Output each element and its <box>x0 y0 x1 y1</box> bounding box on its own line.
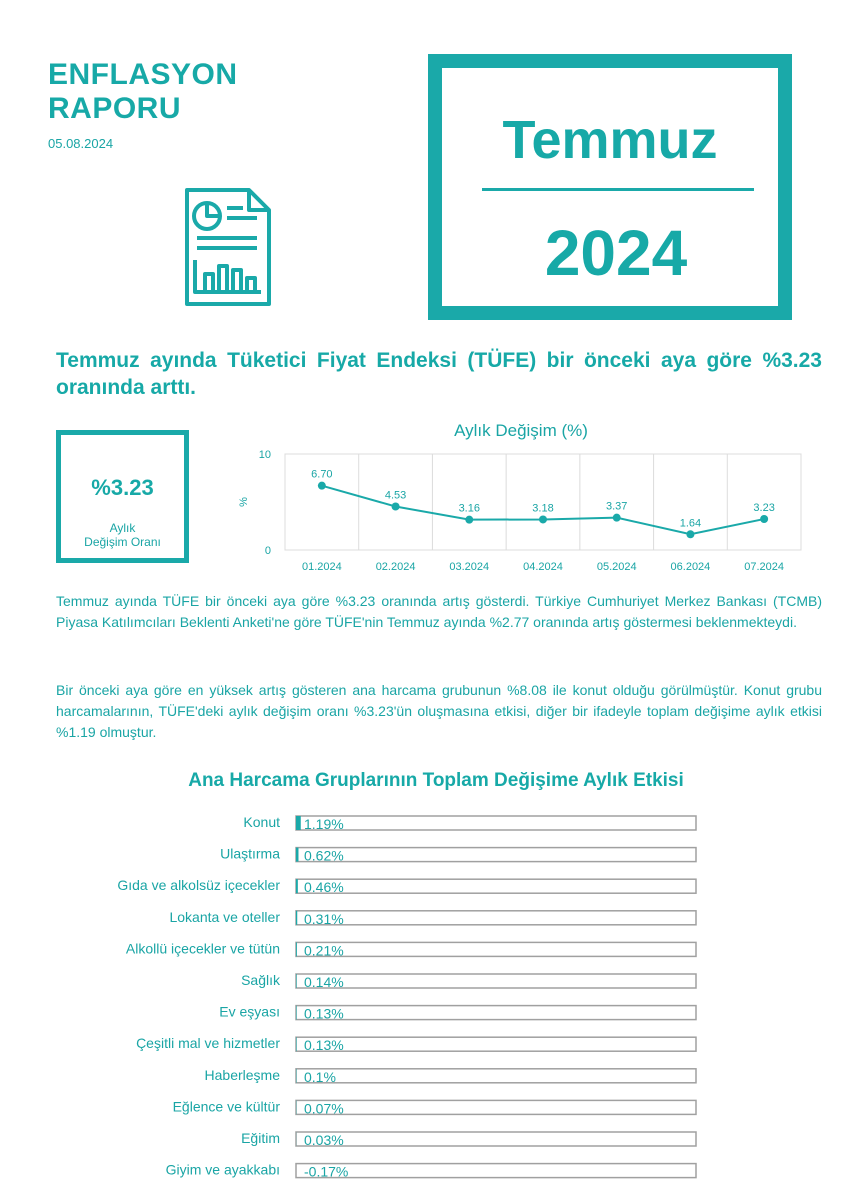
bar <box>296 1037 297 1051</box>
data-point <box>465 516 473 524</box>
data-point <box>318 482 326 490</box>
kpi-value: %3.23 <box>91 475 154 500</box>
report-title-line2: RAPORU <box>48 92 182 125</box>
period-year: 2024 <box>544 217 688 289</box>
bar-category-label: Ev eşyası <box>219 1003 280 1020</box>
headline: Temmuz ayında Tüketici Fiyat Endeksi (TÜFE) bir önceki aya göre %3.23 oranında arttı. <box>56 349 822 399</box>
bar-chart-title: Ana Harcama Gruplarının Toplam Değişime Aylık Etkisi <box>188 770 684 791</box>
data-point <box>613 514 621 522</box>
data-label: 3.16 <box>458 502 480 515</box>
data-point <box>760 515 768 523</box>
kpi-box <box>56 430 189 563</box>
bar-value-label: 0.03% <box>304 1132 344 1148</box>
bar-category-label: Konut <box>243 814 280 830</box>
bar-track <box>296 911 696 925</box>
bar-category-label: Lokanta ve oteller <box>169 908 280 925</box>
data-label: 3.37 <box>606 500 628 513</box>
bar <box>296 911 297 925</box>
kpi-label <box>61 521 184 549</box>
bar-value-label: 0.14% <box>304 974 344 990</box>
bar-track <box>296 816 696 830</box>
bar-track <box>296 879 696 896</box>
x-tick-label: 06.2024 <box>670 561 711 573</box>
bar-track <box>296 1164 696 1178</box>
data-label: 4.53 <box>384 489 407 502</box>
y-tick-label: 10 <box>258 449 271 461</box>
x-tick-label: 02.2024 <box>375 561 416 573</box>
monthly-change-chart <box>225 412 825 582</box>
kpi-label-line2: Değişim Oranı <box>84 535 161 549</box>
bar-value-label: 1.19% <box>304 816 344 832</box>
bar-category-label: Gıda ve alkolsüz içecekler <box>117 877 280 894</box>
data-label: 6.70 <box>311 468 333 481</box>
bar-track <box>296 974 696 988</box>
bar-category-label: Eğitim <box>241 1130 280 1146</box>
x-tick-label: 01.2024 <box>301 561 342 573</box>
bar-value-label: -0.17% <box>304 1163 349 1180</box>
bar-track <box>296 1132 696 1146</box>
data-point <box>686 530 694 538</box>
data-label: 3.23 <box>753 501 775 514</box>
bar-category-label: Çeşitli mal ve hizmetler <box>136 1035 280 1052</box>
bar <box>296 816 301 830</box>
period-month: Temmuz <box>502 110 718 170</box>
period-box <box>428 54 792 320</box>
x-tick-label: 04.2024 <box>523 561 563 573</box>
report-document-icon <box>183 186 273 308</box>
bar-category-label: Giyim ve ayakkabı <box>165 1161 280 1178</box>
bar <box>296 1006 297 1020</box>
bar-value-label: 0.07% <box>304 1100 344 1117</box>
paragraph-1: Temmuz ayında TÜFE bir önceki aya göre %3.23 oranında artış gösterdi. Türkiye Cumhuriyet Merkez Bankası (TCMB) Piyasa Katılımcıları Beklenti Anketi'ne göre TÜFE'nin Temmuz ayında %2.77 oranında artış göstermesi beklenmekteydi. <box>56 593 822 630</box>
group-impact-chart <box>0 805 848 1195</box>
report-title <box>48 58 238 126</box>
bar <box>296 942 297 956</box>
data-label: 3.18 <box>532 502 554 515</box>
bar-value-label: 0.13% <box>304 1005 344 1022</box>
bar-category-label: Ulaştırma <box>220 845 280 862</box>
report-date: 05.08.2024 <box>48 136 114 151</box>
y-axis-label: % <box>238 497 250 507</box>
data-point <box>539 515 547 523</box>
x-tick-label: 05.2024 <box>596 561 637 573</box>
bar-track <box>296 1037 696 1054</box>
data-label: 1.64 <box>679 517 702 530</box>
report-title-line1: ENFLASYON <box>48 58 238 91</box>
bar-track <box>296 1100 696 1117</box>
bar-track <box>296 1069 696 1083</box>
bar-value-label: 0.13% <box>304 1037 344 1054</box>
kpi-label-line1: Aylık <box>109 521 136 535</box>
bar <box>296 974 297 988</box>
bar-category-label: Sağlık <box>241 972 280 988</box>
bar-track <box>296 942 696 959</box>
x-tick-label: 03.2024 <box>449 561 490 573</box>
bar-value-label: 0.1% <box>304 1068 336 1085</box>
bar-value-label: 0.31% <box>304 910 344 927</box>
paragraph-2: Bir önceki aya göre en yüksek artış gösteren ana harcama grubunun %8.08 ile konut olduğu görülmüştür. Konut grubu harcamalarının, TÜFE'deki aylık değişim oranı %3.23'ün oluşmasına etkisi, diğer bir ifadeyle toplam değişime aylık etkisi %1.19 olmuştur. <box>56 682 822 740</box>
period-divider <box>482 188 754 191</box>
bar-value-label: 0.46% <box>304 879 344 896</box>
bar <box>296 848 298 862</box>
x-tick-label: 07.2024 <box>744 561 785 573</box>
bar-category-label: Eğlence ve kültür <box>172 1098 280 1115</box>
bar-category-label: Haberleşme <box>204 1066 280 1083</box>
bar-category-label: Alkollü içecekler ve tütün <box>125 940 280 957</box>
bar-value-label: 0.21% <box>304 942 344 959</box>
bar-value-label: 0.62% <box>304 847 344 864</box>
line-chart-title: Aylık Değişim (%) <box>454 421 588 440</box>
bar-track <box>296 1006 696 1020</box>
bar <box>296 879 298 893</box>
data-point <box>392 503 400 511</box>
bar-track <box>296 848 696 862</box>
y-tick-label: 0 <box>264 545 271 557</box>
